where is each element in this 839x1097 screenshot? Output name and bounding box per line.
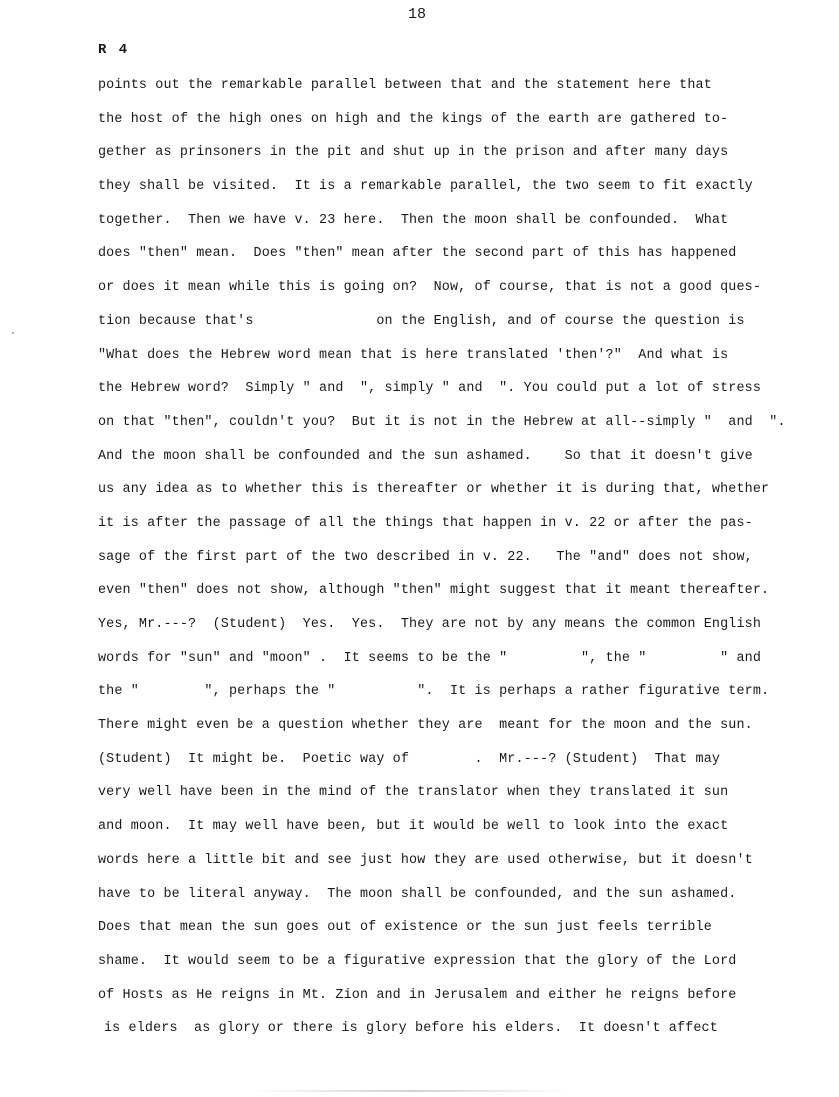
text-line: the Hebrew word? Simply " and ", simply " and ". You could put a lot of stress [98,381,762,397]
text-line: the host of the high ones on high and the kings of the earth are gathered to- [98,111,729,127]
text-line: even "then" does not show, although "then" might suggest that it meant thereafter. [98,583,770,599]
text-line: the " ", perhaps the " ". It is perhaps a rather figurative term. [98,684,770,700]
text-line: And the moon shall be confounded and the sun ashamed. So that it doesn't give [98,448,753,464]
text-line: us any idea as to whether this is thereafter or whether it is during that, whether [98,482,770,498]
text-line: Does that mean the sun goes out of existence or the sun just feels terrible [98,920,712,936]
text-line: have to be literal anyway. The moon shall be confounded, and the sun ashamed. [98,886,737,902]
text-line: together. Then we have v. 23 here. Then the moon shall be confounded. What [98,212,729,228]
text-line: or does it mean while this is going on? Now, of course, that is not a good ques- [98,280,762,296]
text-line: is elders as glory or there is glory before his elders. It doesn't affect [104,1021,718,1037]
text-line: on that "then", couldn't you? But it is not in the Hebrew at all--simply " and ". [98,414,786,430]
text-line: it is after the passage of all the things that happen in v. 22 or after the pas- [98,515,753,531]
text-line: "What does the Hebrew word mean that is here translated 'then'?" And what is [98,347,729,363]
text-line: tion because that's on the English, and of course the question is [98,313,745,329]
text-line: very well have been in the mind of the translator when they translated it sun [98,785,729,801]
text-line: and moon. It may well have been, but it would be well to look into the exact [98,819,729,835]
text-line: There might even be a question whether they are meant for the moon and the sun. [98,718,753,734]
text-line: they shall be visited. It is a remarkable parallel, the two seem to fit exactly [98,179,753,195]
text-line: sage of the first part of the two described in v. 22. The "and" does not show, [98,549,753,565]
text-line: does "then" mean. Does "then" mean after the second part of this has happened [98,246,737,262]
bottom-edge-rule [250,1090,570,1092]
text-line: (Student) It might be. Poetic way of . Mr.---? (Student) That may [98,751,721,767]
text-line: shame. It would seem to be a figurative expression that the glory of the Lord [98,953,737,969]
text-line: points out the remarkable parallel between that and the statement here that [98,78,712,93]
section-mark: R 4 [98,42,130,58]
text-line: of Hosts as He reigns in Mt. Zion and in Jerusalem and either he reigns before [98,987,737,1003]
page-number: 18 [408,6,427,23]
text-line: Yes, Mr.---? (Student) Yes. Yes. They are not by any means the common English [98,617,762,632]
text-line: words here a little bit and see just how they are used otherwise, but it doesn't [98,852,753,868]
text-line: gether as prinsoners in the pit and shut up in the prison and after many days [98,145,729,161]
typed-text-body [98,76,798,1053]
text-line: words for "sun" and "moon" . It seems to be the " ", the " " and [98,650,762,666]
margin-mark [12,332,14,334]
